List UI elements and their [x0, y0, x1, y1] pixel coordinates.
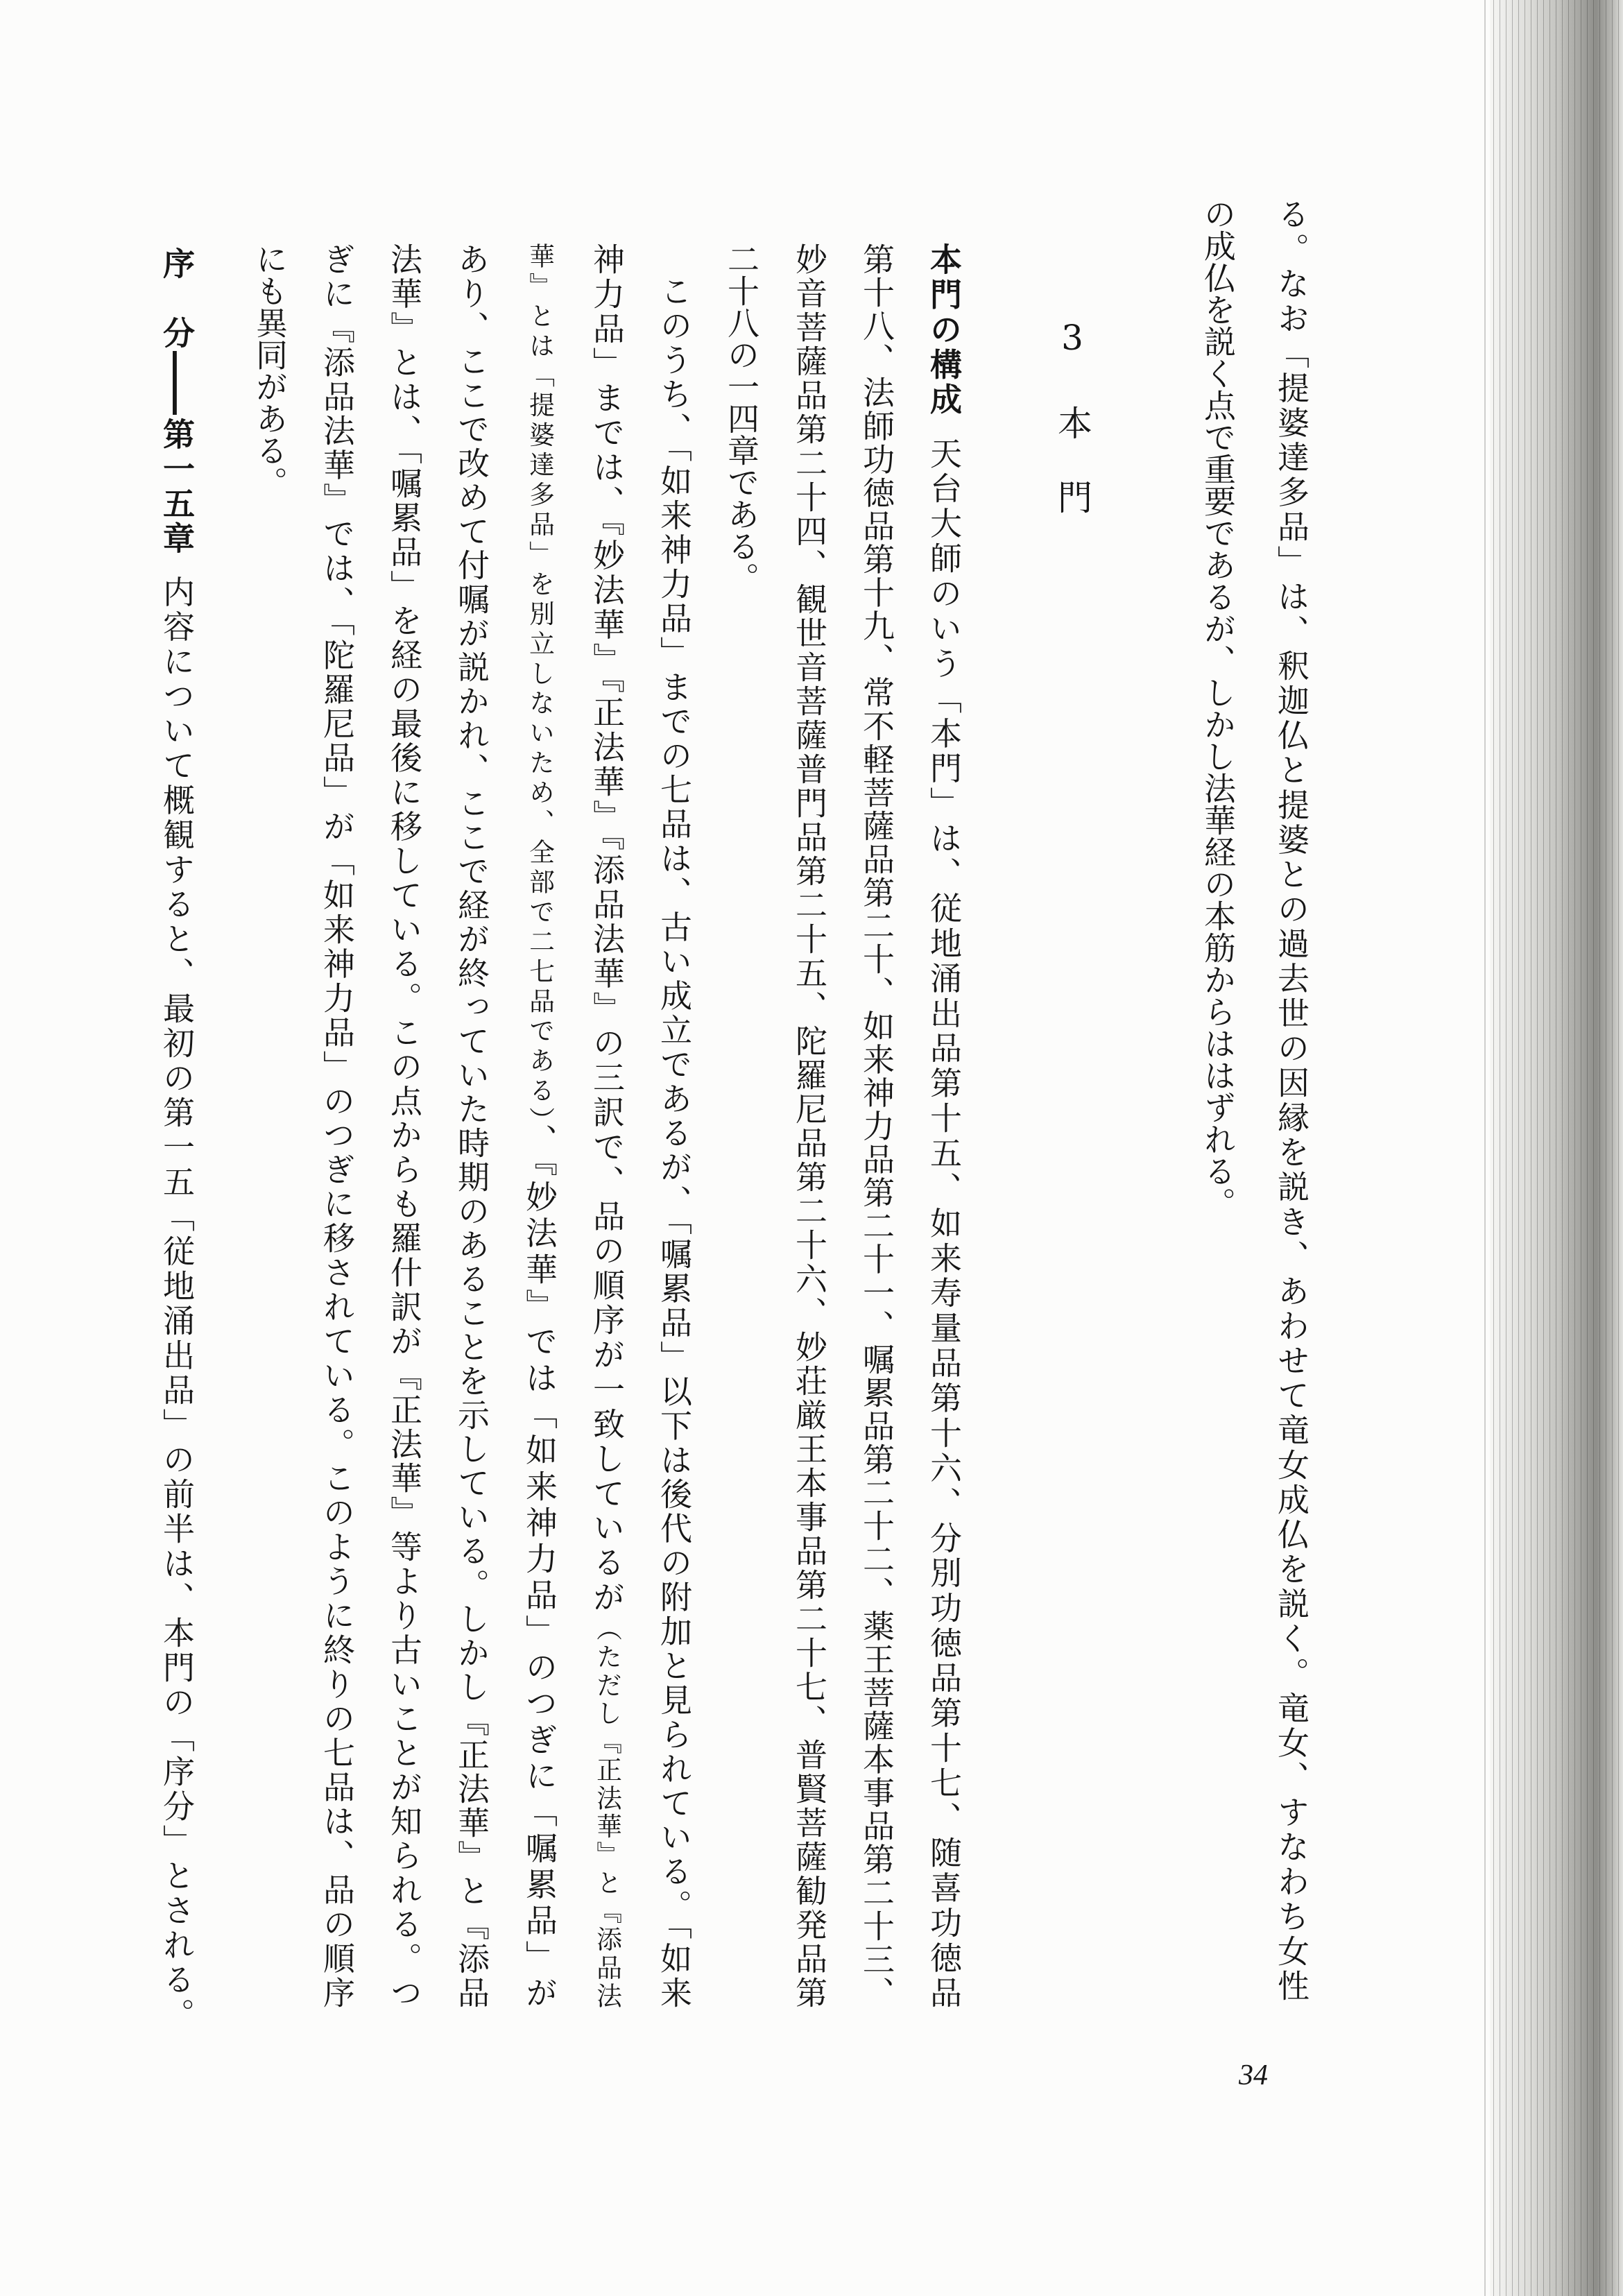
body-text: る。なお「提婆達多品」は、釈迦仏と提婆との過去世の因縁を説き、あわせて竜女成仏を説く。竜女、すなわち女性 — [1273, 198, 1310, 2001]
body-text: 神力品」までは、『妙法華』『正法華』『添品法華』の三訳で、品の順序が一致しているが — [588, 243, 626, 1616]
body-text: このうち、「如来神力品」までの七品は、古い成立であるが、「嘱累品」以下は後代の附加と見られている。「如来 — [655, 275, 693, 2008]
section-number: 3 — [1061, 320, 1083, 355]
body-text: 法華』とは、「嘱累品」を経の最後に移している。この点からも羅什訳が『正法華』等より古いことが知られる。つ — [386, 243, 423, 2008]
body-text: 第十八、法師功徳品第十九、常不軽菩薩品第二十、如来神力品第二十一、嘱累品第二十二、薬王菩薩本事品第二十三、 — [858, 243, 895, 2008]
parenthetical-note: （ただし『正法華』と『添品法 — [592, 1615, 622, 2009]
text-column — [318, 243, 357, 2008]
text-column — [452, 243, 491, 2008]
page-number: 34 — [1239, 2059, 1268, 2091]
text-column — [157, 247, 196, 2030]
text-column — [722, 243, 761, 2008]
text-column — [1199, 198, 1237, 2001]
text-column — [520, 243, 559, 2008]
text-column — [250, 243, 289, 2008]
body-text: 二十八の一四章である。 — [723, 243, 760, 594]
body-text: 妙音菩薩品第二十四、観世音菩薩普門品第二十五、陀羅尼品第二十六、妙荘厳王本事品第二十七、普賢菩薩勧発品第 — [791, 243, 828, 2008]
text-column — [790, 243, 829, 2008]
parenthetical-note: 華』とは「提婆達多品」を別立しないため、全部で二七品である） — [525, 243, 555, 1124]
subsection-heading: 本門の構成 — [925, 243, 963, 418]
subsection-heading: 序 分――第一五章 — [158, 247, 196, 557]
text-column — [1272, 198, 1311, 2001]
text-column — [857, 243, 896, 2008]
body-text: ぎに『添品法華』では、「陀羅尼品」が「如来神力品」のつぎに移されている。このように終りの七品は、品の順序 — [318, 243, 356, 2008]
body-text: 内容について概観すると、最初の第一五「従地涌出品」の前半は、本門の「序分」とされる。 — [158, 575, 196, 2030]
body-text: の成仏を説く点で重要であるが、しかし法華経の本筋からははずれる。 — [1199, 198, 1237, 1219]
text-column — [587, 243, 626, 2008]
text-column — [925, 243, 963, 2008]
body-text: 、『妙法華』では「如来神力品」のつぎに「嘱累品」が — [521, 1124, 558, 2008]
section-title: 本門 — [1052, 405, 1092, 554]
section-heading — [1051, 320, 1093, 554]
body-text: あり、ここで改めて付嘱が説かれ、ここで経が終っていた時期のあることを示している。しかし『正法華』と『添品 — [453, 243, 490, 2008]
body-text: にも異同がある。 — [251, 243, 289, 498]
page-edge-line — [1484, 0, 1486, 2296]
text-column — [385, 243, 424, 2008]
book-edge-shadow — [1490, 0, 1623, 2296]
text-column — [655, 243, 694, 2008]
body-text: 天台大師のいう「本門」は、従地涌出品第十五、如来寿量品第十六、分別功徳品第十七、随喜功徳品 — [925, 436, 963, 2009]
